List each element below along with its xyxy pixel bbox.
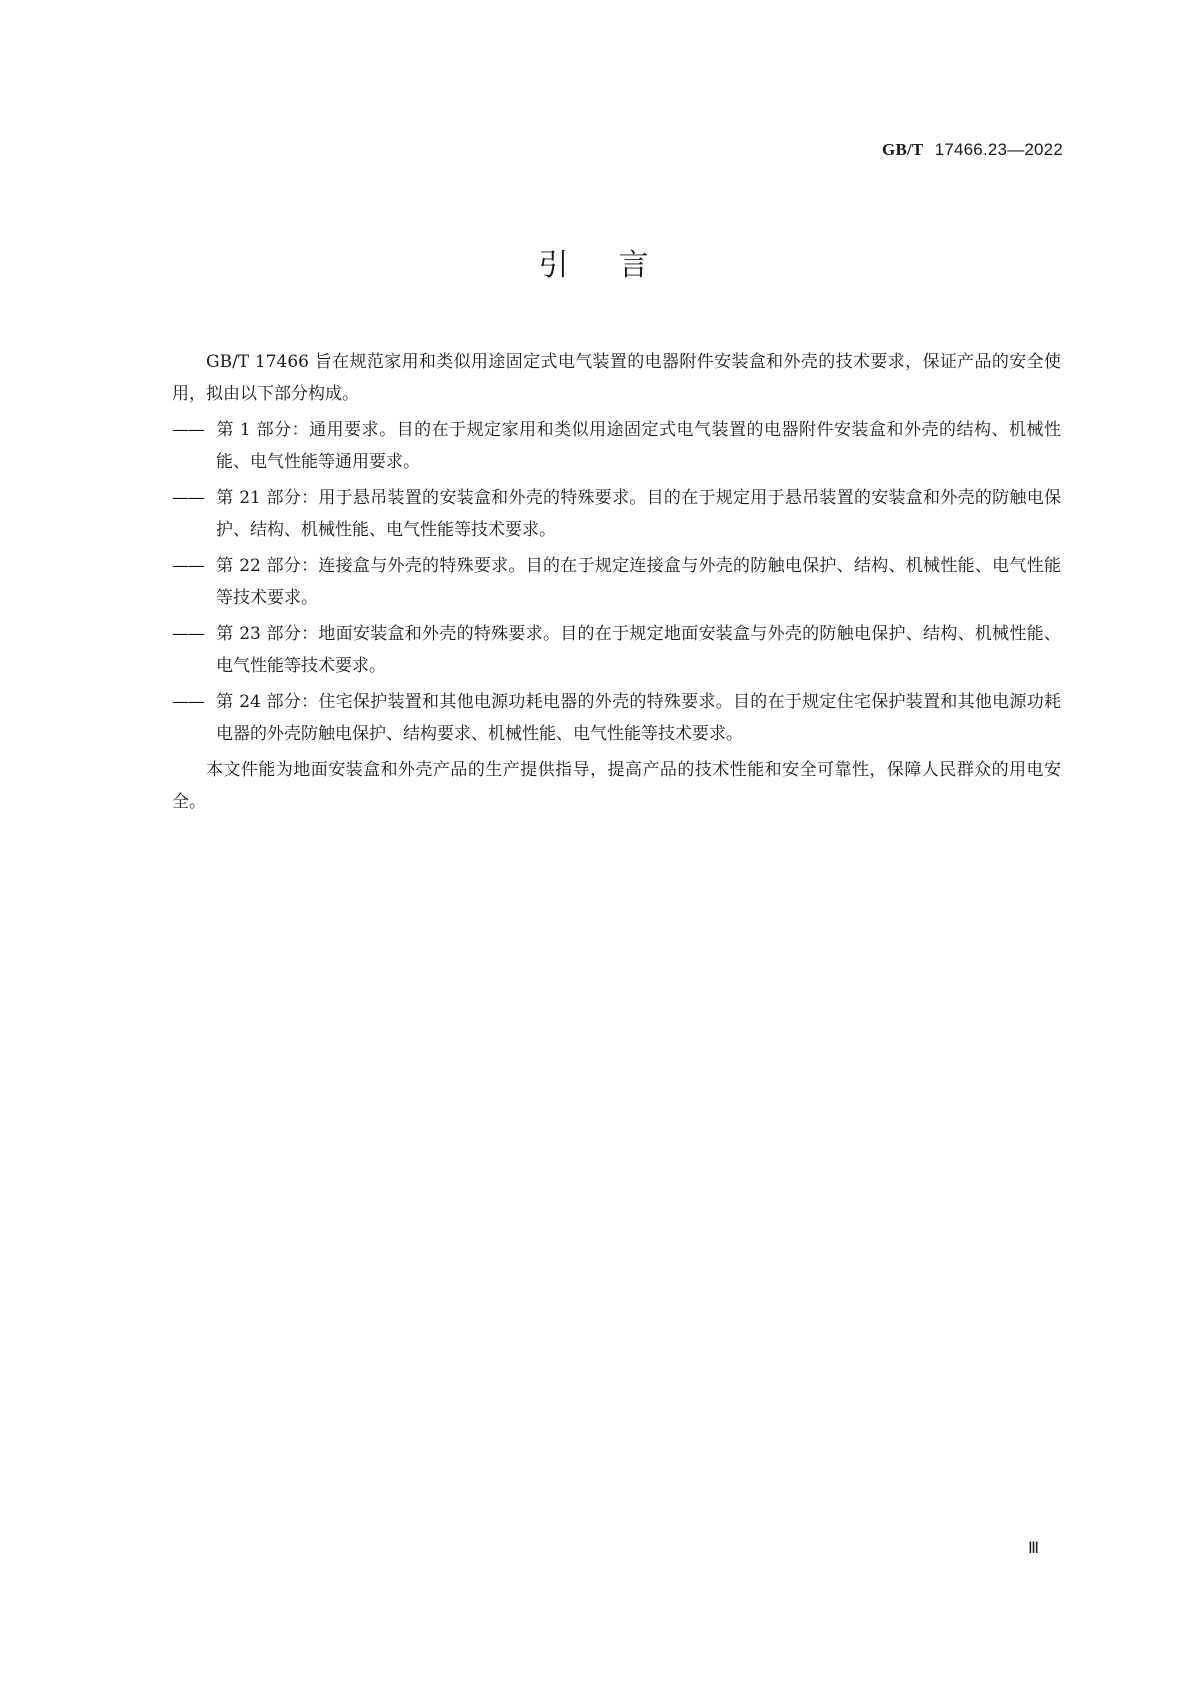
list-item-text: 第 21 部分：用于悬吊装置的安装盒和外壳的特殊要求。目的在于规定用于悬吊装置的安装盒和外壳的防触电保护、结构、机械性能、电气性能等技术要求。: [216, 488, 1061, 540]
standard-prefix: GB/T: [882, 140, 924, 159]
document-body: [172, 346, 1061, 818]
page-number: Ⅲ: [1027, 1540, 1039, 1557]
list-item-part-21: [172, 482, 1061, 546]
list-item-part-23: [172, 618, 1061, 682]
standard-code: 17466.23—2022: [934, 140, 1063, 159]
list-item-part-24: [172, 686, 1061, 750]
list-item-text: 第 22 部分：连接盒与外壳的特殊要求。目的在于规定连接盒与外壳的防触电保护、结构、机械性能、电气性能等技术要求。: [216, 556, 1061, 608]
standard-number: [882, 140, 1063, 160]
page-title: 引言: [538, 248, 699, 283]
list-item-text: 第 23 部分：地面安装盒和外壳的特殊要求。目的在于规定地面安装盒与外壳的防触电保护、结构、机械性能、电气性能等技术要求。: [216, 624, 1061, 676]
intro-paragraph: GB/T 17466 旨在规范家用和类似用途固定式电气装置的电器附件安装盒和外壳的技术要求，保证产品的安全使用，拟由以下部分构成。: [172, 352, 1061, 404]
list-dash: ——: [172, 692, 204, 712]
closing-paragraph: 本文件能为地面安装盒和外壳产品的生产提供指导，提高产品的技术性能和安全可靠性，保障人民群众的用电安全。: [172, 760, 1061, 812]
list-dash: ——: [172, 556, 204, 576]
list-item-part-1: [172, 414, 1061, 478]
list-dash: ——: [172, 420, 204, 440]
list-dash: ——: [172, 624, 204, 644]
list-item-text: 第 1 部分：通用要求。目的在于规定家用和类似用途固定式电气装置的电器附件安装盒和外壳的结构、机械性能、电气性能等通用要求。: [216, 420, 1061, 472]
list-item-part-22: [172, 550, 1061, 614]
list-dash: ——: [172, 488, 204, 508]
list-item-text: 第 24 部分：住宅保护装置和其他电源功耗电器的外壳的特殊要求。目的在于规定住宅保护装置和其他电源功耗电器的外壳防触电保护、结构要求、机械性能、电气性能等技术要求。: [216, 692, 1061, 744]
